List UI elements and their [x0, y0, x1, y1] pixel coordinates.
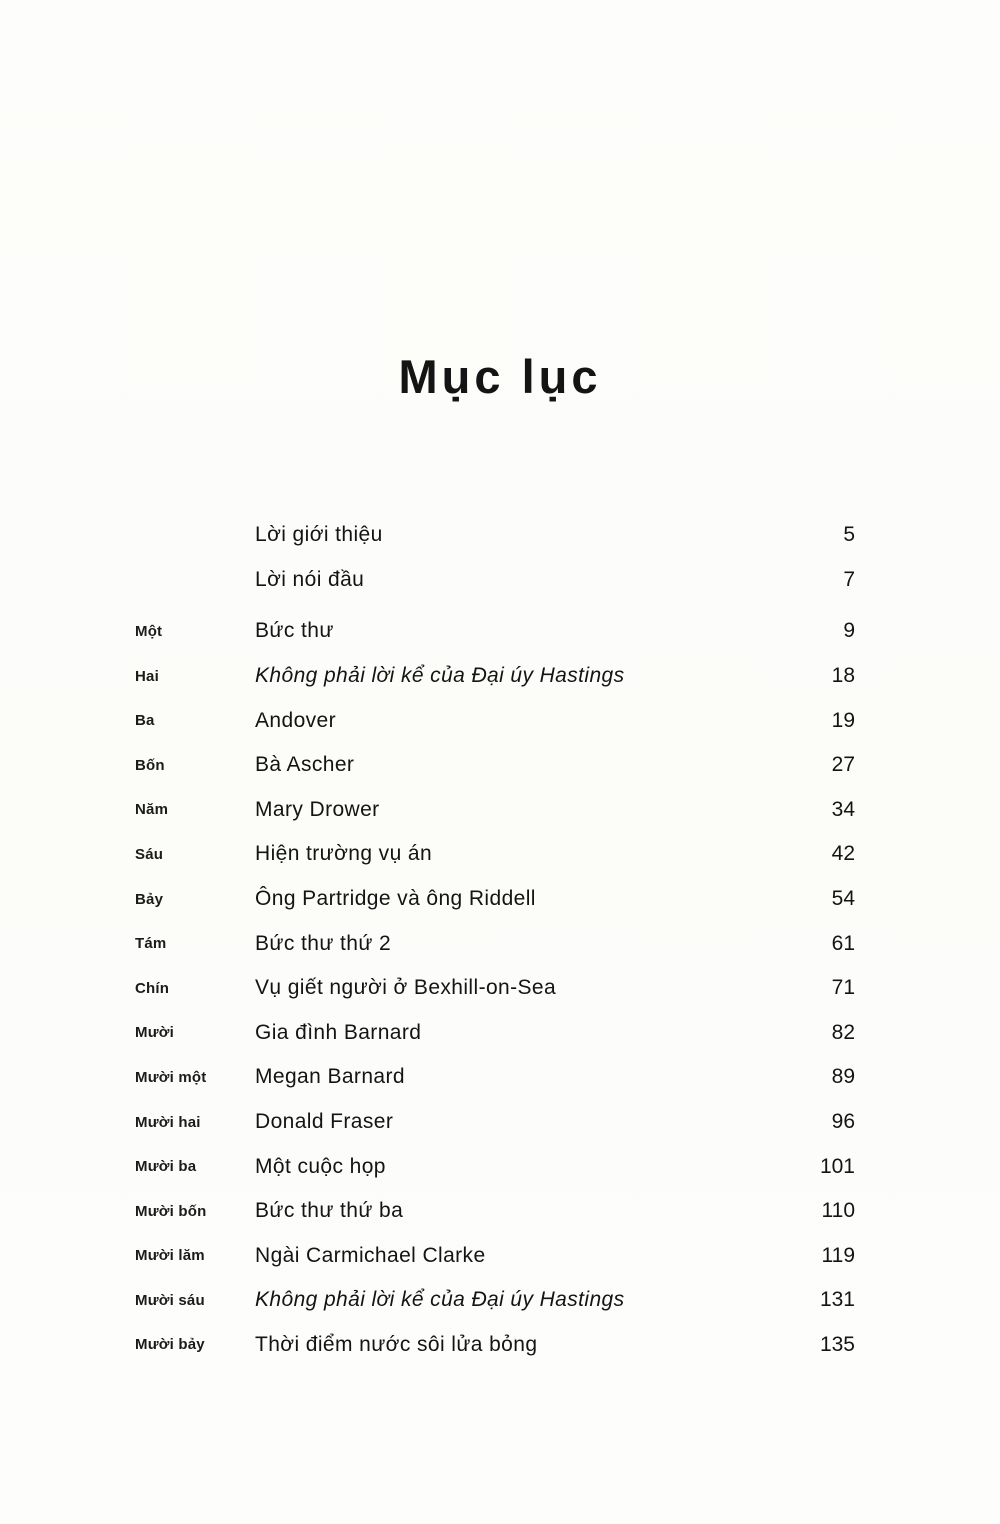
toc-row [135, 832, 855, 877]
chapter-title: Ngài Carmichael Clarke [255, 1243, 486, 1267]
chapter-title: Vụ giết người ở Bexhill-on-Sea [255, 976, 557, 1000]
toc-row [135, 1323, 855, 1368]
page-number: 34 [831, 797, 855, 821]
chapter-number: Chín [135, 979, 170, 997]
toc-row [135, 609, 855, 654]
chapter-list [135, 609, 855, 1367]
toc-row [135, 921, 855, 966]
chapter-title: Megan Barnard [255, 1065, 405, 1089]
chapter-number: Mười một [135, 1068, 207, 1086]
page-number: 131 [819, 1288, 855, 1312]
chapter-title: Hiện trường vụ án [255, 842, 433, 866]
chapter-title: Không phải lời kể của Đại úy Hastings [255, 664, 625, 688]
page-number: 42 [831, 842, 855, 866]
chapter-number: Sáu [135, 845, 164, 863]
toc-row [135, 1011, 855, 1056]
chapter-title: Lời nói đầu [255, 567, 365, 591]
toc-row [135, 1278, 855, 1323]
chapter-number: Bốn [135, 756, 165, 774]
page-number: 110 [821, 1199, 855, 1223]
chapter-title: Thời điểm nước sôi lửa bỏng [255, 1332, 538, 1356]
chapter-title: Lời giới thiệu [255, 523, 383, 547]
chapter-title: Ông Partridge và ông Riddell [255, 887, 536, 911]
page-number: 18 [831, 664, 855, 688]
chapter-number: Bảy [135, 890, 164, 908]
toc-row [135, 966, 855, 1011]
chapter-number: Năm [135, 801, 169, 819]
toc-row [135, 1234, 855, 1279]
page-number: 71 [831, 976, 855, 1000]
page-number: 9 [843, 619, 855, 643]
toc-row [135, 558, 855, 603]
chapter-title: Một cuộc họp [255, 1154, 386, 1178]
page-number: 27 [831, 753, 855, 777]
chapter-title: Mary Drower [255, 797, 380, 821]
chapter-title: Donald Fraser [255, 1110, 394, 1134]
toc-row [135, 743, 855, 788]
page-number: 61 [831, 931, 855, 955]
page-number: 119 [821, 1243, 855, 1267]
page-number: 7 [843, 567, 855, 591]
table-of-contents [135, 513, 855, 1367]
toc-row [135, 1189, 855, 1234]
chapter-number: Mười lăm [135, 1247, 205, 1265]
page-title: Mục lục [398, 350, 602, 404]
chapter-title: Bức thư thứ 2 [255, 931, 392, 955]
toc-row [135, 1100, 855, 1145]
chapter-title: Bức thư [255, 619, 334, 643]
page-number: 82 [831, 1020, 855, 1044]
chapter-number: Tám [135, 935, 167, 953]
page-number: 19 [831, 708, 855, 732]
chapter-title: Bức thư thứ ba [255, 1199, 404, 1223]
chapter-number: Ba [135, 712, 155, 730]
toc-row [135, 877, 855, 922]
chapter-number: Một [135, 622, 163, 640]
toc-row [135, 1055, 855, 1100]
chapter-number: Mười bốn [135, 1202, 207, 1220]
chapter-title: Gia đình Barnard [255, 1020, 422, 1044]
chapter-number: Hai [135, 667, 159, 685]
toc-row [135, 788, 855, 833]
page-number: 54 [831, 887, 855, 911]
chapter-number: Mười ba [135, 1158, 197, 1176]
page-number: 135 [819, 1332, 855, 1356]
toc-row [135, 513, 855, 558]
page-number: 96 [831, 1110, 855, 1134]
chapter-number: Mười sáu [135, 1291, 205, 1309]
front-matter-list [135, 513, 855, 602]
chapter-number: Mười [135, 1024, 174, 1042]
toc-row [135, 698, 855, 743]
chapter-title: Andover [255, 708, 337, 732]
page-number: 5 [843, 523, 855, 547]
chapter-number: Mười hai [135, 1113, 201, 1131]
chapter-title: Không phải lời kể của Đại úy Hastings [255, 1288, 625, 1312]
chapter-title: Bà Ascher [255, 753, 355, 777]
page-number: 101 [819, 1154, 855, 1178]
chapter-number: Mười bảy [135, 1336, 205, 1354]
toc-row [135, 1144, 855, 1189]
page-number: 89 [831, 1065, 855, 1089]
toc-row [135, 654, 855, 699]
